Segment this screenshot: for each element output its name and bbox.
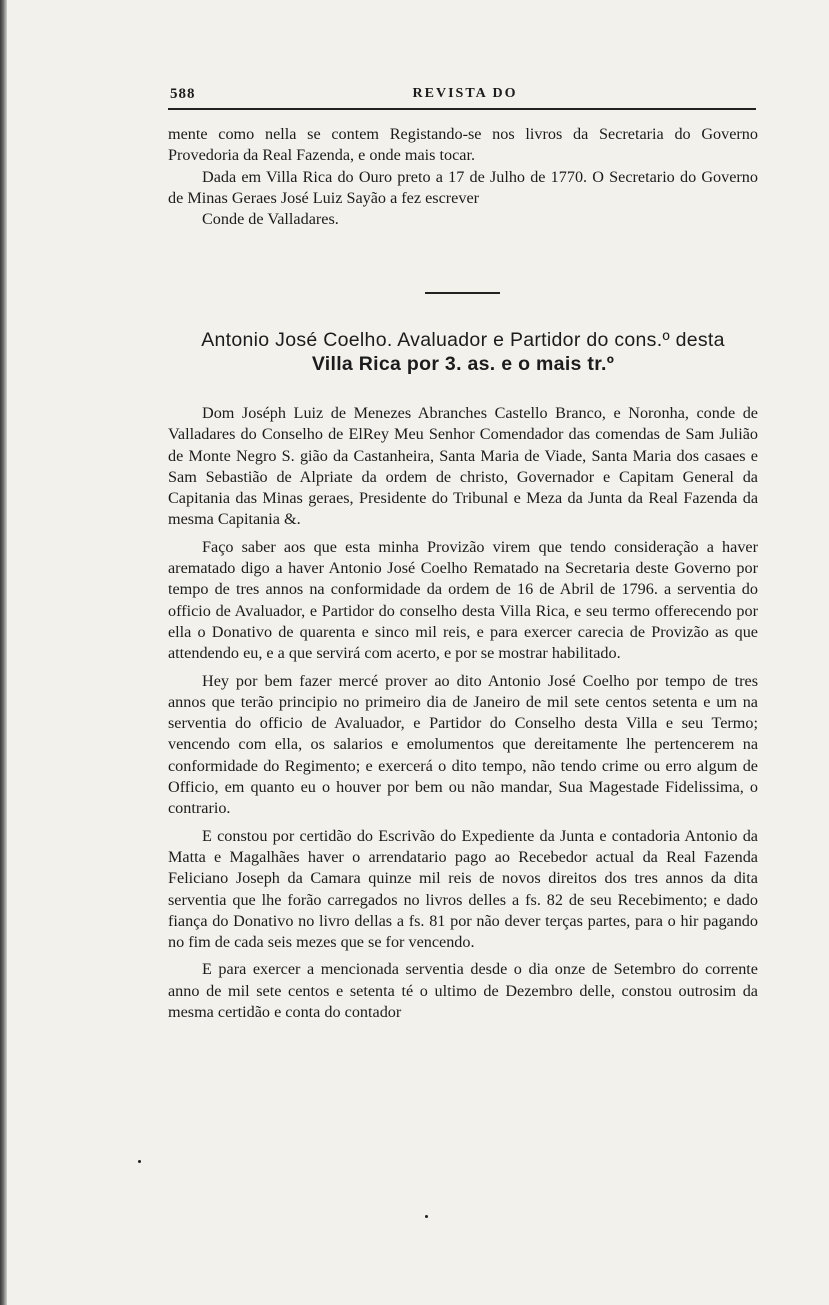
header-rule	[168, 108, 756, 110]
dating-paragraph: Dada em Villa Rica do Ouro preto a 17 de Julho de 1770. O Secretario do Governo de Minas Geraes José Luiz Sayão a fez escrever	[168, 167, 758, 207]
body-paragraph: E constou por certidão do Escrivão do Expediente da Junta e contadoria Antonio da Matta e Magalhães haver o arrendatario pago ao Recebedor actual da Real Fazenda Feliciano Joseph da Camara quinze mil reis de novos direitos dos tres annos da dita serventia que lhe forão carregados no livros delles a fs. 82 de seu Recebimento; e dado fiança do Donativo no livro dellas a fs. 81 por não dever terças partes, para o hir pagando no fim de cada seis mezes que se for vencendo.	[168, 826, 758, 952]
running-header	[170, 86, 760, 108]
page-number: 588	[170, 86, 196, 102]
scan-binding-edge	[0, 0, 7, 1305]
opening-paragraph: mente como nella se contem Registando-se nos livros da Secretaria do Governo Provedoria da Real Fazenda, e onde mais tocar.	[168, 125, 758, 165]
heading-line-2: Villa Rica por 3. as. e o mais tr.º	[311, 353, 615, 375]
body-paragraph: Faço saber aos que esta minha Provizão virem que tendo consideração a haver arematado digo a haver Antonio José Coelho Rematado na Secretaria deste Governo por tempo de tres annos na conformidade da ordem de 16 de Abril de 1796. a serventia do officio de Avaluador, e Partidor do conselho desta Villa Rica, e seu termo offerecendo por ella o Donativo de quarenta e sinco mil reis, e para exercer carecia de Provizão as que attendendo eu, e a que servirá com acerto, e por se mostrar habilitado.	[168, 537, 758, 663]
running-title: REVISTA DO	[412, 86, 518, 101]
body-paragraph: Hey por bem fazer mercé prover ao dito Antonio José Coelho por tempo de tres annos que terão principio no primeiro dia de Janeiro de mil sete centos setenta e um na serventia do officio de Avaluador, e Partidor do Conselho desta Villa e seu Termo; vencendo com ella, os salarios e emolumentos que dereitamente lhe pertencerem na conformidade do Regimento; e exercerá o dito tempo, não tendo crime ou erro algum de Officio, em quanto eu o houver por bem ou não mandar, Sua Magestade Fidelissima, o contrario.	[168, 671, 758, 818]
opening-text	[168, 124, 758, 230]
section-separator	[425, 292, 500, 294]
body-paragraph: E para exercer a mencionada serventia desde o dia onze de Setembro do corrente anno de mil sete centos e setenta té o ultimo de Dezembro delle, constou outrosim da mesma certidão e conta do contador	[168, 960, 758, 1022]
document-heading	[168, 328, 758, 376]
body-paragraph: Dom Joséph Luiz de Menezes Abranches Castello Branco, e Noronha, conde de Valladares do Conselho de ElRey Meu Senhor Comendador das comendas de Sam Julião de Monte Negro S. gião da Castanheira, Santa Maria de Viade, Santa Maria dos casaes e Sam Sebastião de Alpriate da ordem de christo, Governador e Capitam General da Capitania das Minas geraes, Presidente do Tribunal e Meza da Junta da Real Fazenda da mesma Capitania &.	[168, 404, 758, 529]
heading-line-1: Antonio José Coelho. Avaluador e Partidor do cons.º desta	[201, 329, 725, 351]
signature-line: Conde de Valladares.	[202, 210, 339, 229]
scan-speck	[138, 1160, 141, 1163]
body-text	[168, 403, 758, 1023]
scan-speck	[425, 1215, 428, 1218]
